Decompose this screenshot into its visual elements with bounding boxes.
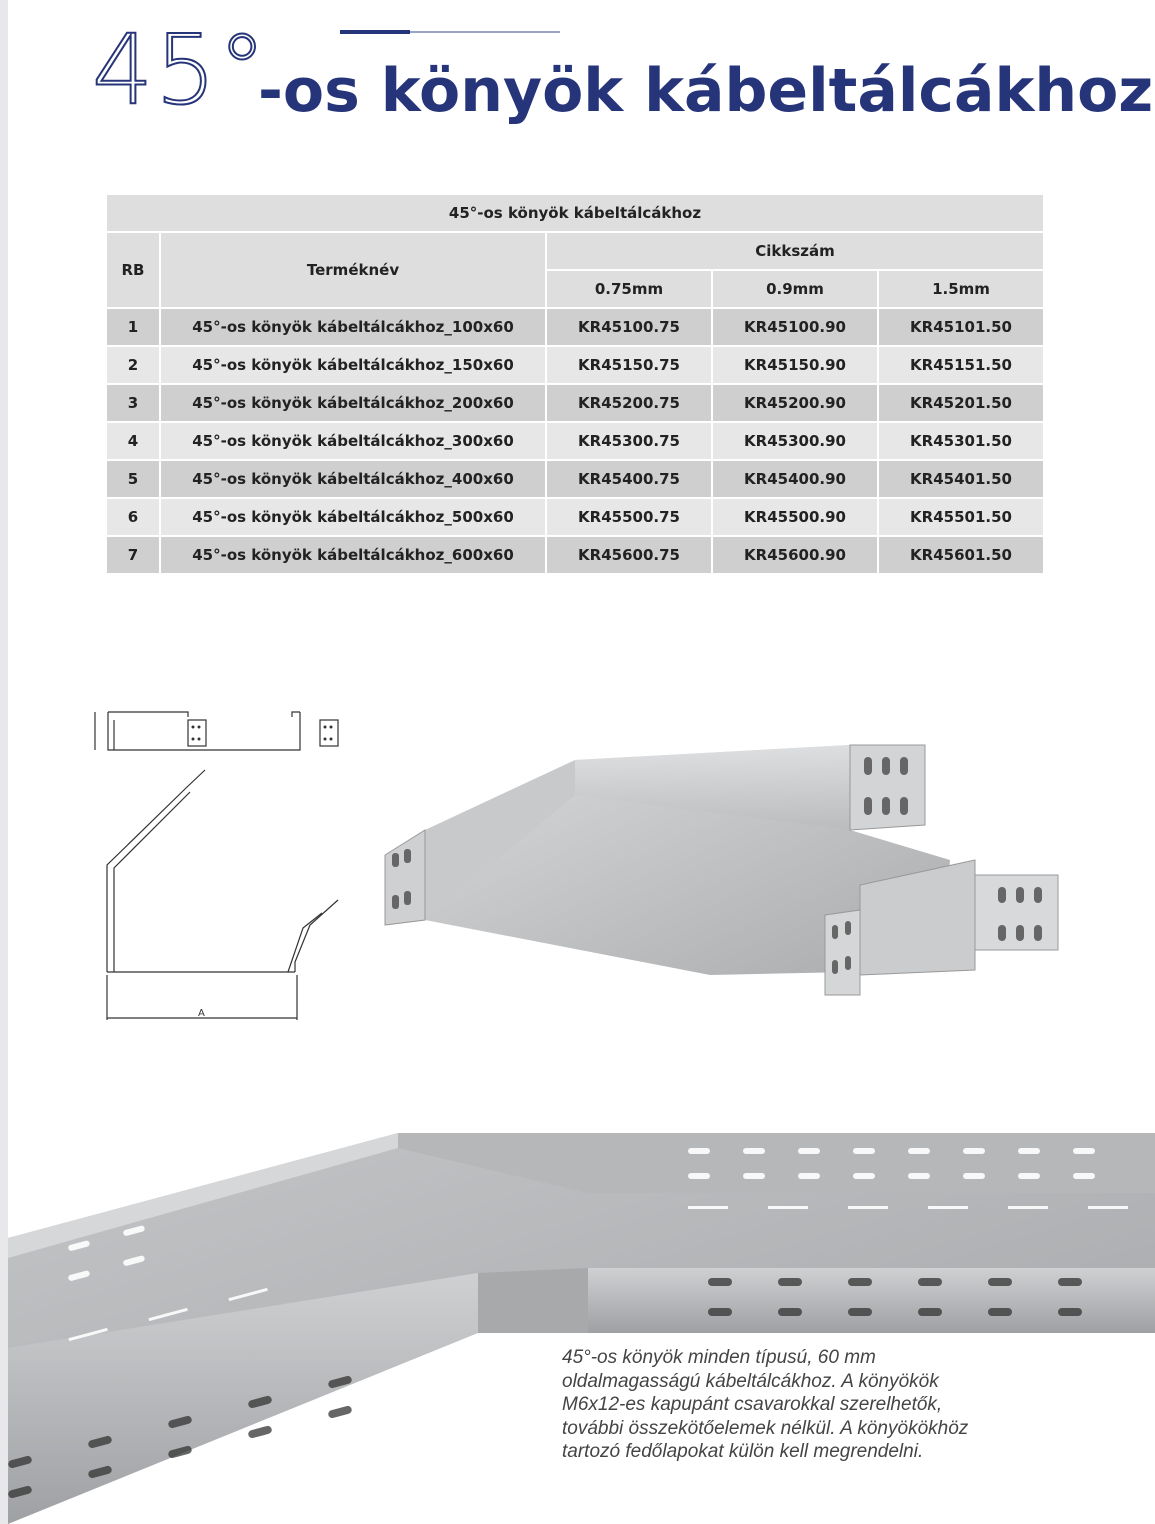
table-row bbox=[107, 499, 1043, 535]
cell-code-075: KR45500.75 bbox=[547, 499, 711, 535]
cell-name: 45°-os könyök kábeltálcákhoz_400x60 bbox=[161, 461, 545, 497]
table-row bbox=[107, 461, 1043, 497]
cell-name: 45°-os könyök kábeltálcákhoz_100x60 bbox=[161, 309, 545, 345]
table-row bbox=[107, 537, 1043, 573]
cell-code-15: KR45501.50 bbox=[879, 499, 1043, 535]
header-cikkszam: Cikkszám bbox=[547, 233, 1043, 269]
page-title: -os könyök kábeltálcákhoz bbox=[258, 56, 1154, 126]
technical-drawing bbox=[90, 700, 360, 1030]
page-edge bbox=[0, 0, 8, 1524]
header-thickness-09: 0.9mm bbox=[713, 271, 877, 307]
cell-code-15: KR45151.50 bbox=[879, 347, 1043, 383]
table-caption: 45°-os könyök kábeltálcákhoz bbox=[107, 195, 1043, 231]
assembly-render bbox=[8, 1128, 1155, 1524]
cell-code-075: KR45100.75 bbox=[547, 309, 711, 345]
cell-code-09: KR45300.90 bbox=[713, 423, 877, 459]
cell-name: 45°-os könyök kábeltálcákhoz_200x60 bbox=[161, 385, 545, 421]
elbow-render bbox=[380, 735, 1060, 1005]
cell-code-075: KR45600.75 bbox=[547, 537, 711, 573]
cell-code-09: KR45100.90 bbox=[713, 309, 877, 345]
cell-rb: 5 bbox=[107, 461, 159, 497]
cell-rb: 3 bbox=[107, 385, 159, 421]
cell-code-15: KR45201.50 bbox=[879, 385, 1043, 421]
table-row bbox=[107, 423, 1043, 459]
description-line: oldalmagasságú kábeltálcákhoz. A könyökök bbox=[562, 1370, 939, 1392]
cell-code-09: KR45200.90 bbox=[713, 385, 877, 421]
cell-code-09: KR45150.90 bbox=[713, 347, 877, 383]
cell-code-075: KR45400.75 bbox=[547, 461, 711, 497]
header-thickness-075: 0.75mm bbox=[547, 271, 711, 307]
title-angle: 45° bbox=[92, 14, 269, 126]
cell-name: 45°-os könyök kábeltálcákhoz_600x60 bbox=[161, 537, 545, 573]
table-row bbox=[107, 385, 1043, 421]
cell-name: 45°-os könyök kábeltálcákhoz_300x60 bbox=[161, 423, 545, 459]
cell-rb: 6 bbox=[107, 499, 159, 535]
cell-code-09: KR45500.90 bbox=[713, 499, 877, 535]
table-row bbox=[107, 347, 1043, 383]
cell-code-075: KR45150.75 bbox=[547, 347, 711, 383]
cell-code-15: KR45301.50 bbox=[879, 423, 1043, 459]
product-description bbox=[562, 1346, 1042, 1464]
description-line: M6x12-es kapupánt csavarokkal szerelhetők, bbox=[562, 1394, 943, 1415]
cell-code-075: KR45300.75 bbox=[547, 423, 711, 459]
cell-code-09: KR45600.90 bbox=[713, 537, 877, 573]
header-name: Terméknév bbox=[161, 233, 545, 307]
cell-name: 45°-os könyök kábeltálcákhoz_500x60 bbox=[161, 499, 545, 535]
cell-code-075: KR45200.75 bbox=[547, 385, 711, 421]
cell-name: 45°-os könyök kábeltálcákhoz_150x60 bbox=[161, 347, 545, 383]
cell-code-09: KR45400.90 bbox=[713, 461, 877, 497]
cell-rb: 7 bbox=[107, 537, 159, 573]
table-row bbox=[107, 309, 1043, 345]
cell-rb: 1 bbox=[107, 309, 159, 345]
description-line: 45°-os könyök minden típusú, 60 mm bbox=[562, 1347, 876, 1368]
cell-code-15: KR45401.50 bbox=[879, 461, 1043, 497]
cell-code-15: KR45601.50 bbox=[879, 537, 1043, 573]
description-line: tartozó fedőlapokat külön kell megrendelni. bbox=[562, 1441, 924, 1462]
header-rb: RB bbox=[107, 233, 159, 307]
cell-rb: 4 bbox=[107, 423, 159, 459]
accent-line-thin bbox=[410, 31, 560, 33]
description-line: további összekötőelemek nélkül. A könyökökhöz bbox=[562, 1417, 969, 1439]
cell-code-15: KR45101.50 bbox=[879, 309, 1043, 345]
product-table bbox=[105, 193, 1045, 575]
cell-rb: 2 bbox=[107, 347, 159, 383]
header-thickness-15: 1.5mm bbox=[879, 271, 1043, 307]
dimension-label: A bbox=[198, 1008, 205, 1019]
accent-line bbox=[340, 30, 410, 34]
